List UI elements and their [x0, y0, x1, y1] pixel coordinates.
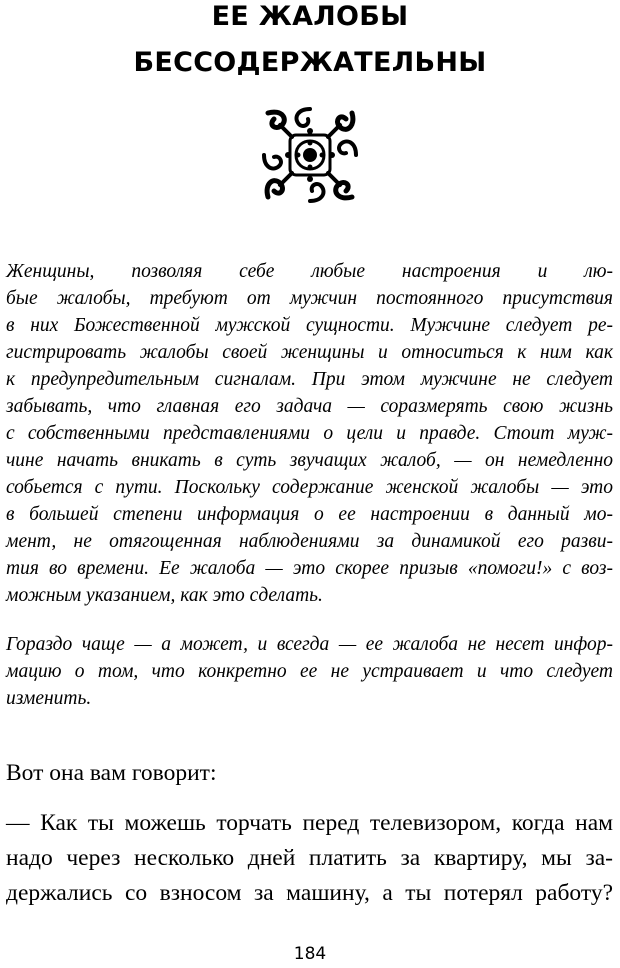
text-line: мент, не отягощенная наблюдениями за динамикой его разви-: [6, 531, 613, 552]
text-line: — Как ты можешь торчать перед телевизором, когда нам: [6, 810, 613, 836]
text-line: тия во времени. Ее жалоба — это скорее призыв «помоги!» с воз-: [6, 558, 613, 579]
text-line: в них Божественной мужской сущности. Мужчине следует ре-: [6, 315, 613, 336]
chapter-title-line-1: ЕЕ ЖАЛОБЫ: [211, 1, 409, 32]
text-line: изменить.: [6, 688, 92, 709]
text-line: можным указанием, как это сделать.: [6, 585, 323, 606]
body-paragraph-2: [6, 806, 613, 911]
text-line: надо через несколько дней платить за квартиру, мы за-: [6, 845, 613, 871]
text-line: с собственными представлениями о цели и правде. Стоит муж-: [6, 423, 613, 444]
decorative-ornament-icon: [258, 103, 362, 207]
epigraph-paragraph-1: [6, 258, 613, 609]
text-line: забывать, что главная его задача — соразмерять свою жизнь: [6, 396, 613, 417]
text-line: гистрировать жалобы своей женщины и относиться к ним как: [6, 342, 613, 363]
page-number: 184: [293, 944, 327, 964]
text-line: Гораздо чаще — а может, и всегда — ее жалоба не несет инфор-: [6, 634, 613, 655]
text-line: в большей степени информация о ее настроении в данный мо-: [6, 504, 613, 525]
epigraph-paragraph-2: [6, 631, 613, 712]
chapter-title-line-2: БЕССОДЕРЖАТЕЛЬНЫ: [133, 47, 487, 78]
text-line: чине начать вникать в суть звучащих жалоб, — он немедленно: [6, 450, 613, 471]
text-line: собьется с пути. Поскольку содержание женской жалобы — это: [6, 477, 613, 498]
text-line: мацию о том, что конкретно ее не устраивает и что следует: [6, 661, 613, 682]
text-line: к предупредительным сигналам. При этом мужчине не следует: [6, 369, 613, 390]
text-line: Женщины, позволяя себе любые настроения и лю-: [6, 261, 613, 282]
text-line: бые жалобы, требуют от мужчин постоянного присутствия: [6, 288, 613, 309]
text-line: держались со взносом за машину, а ты потерял работу?: [6, 880, 613, 906]
body-paragraph-1: Вот она вам говорит:: [6, 760, 217, 786]
